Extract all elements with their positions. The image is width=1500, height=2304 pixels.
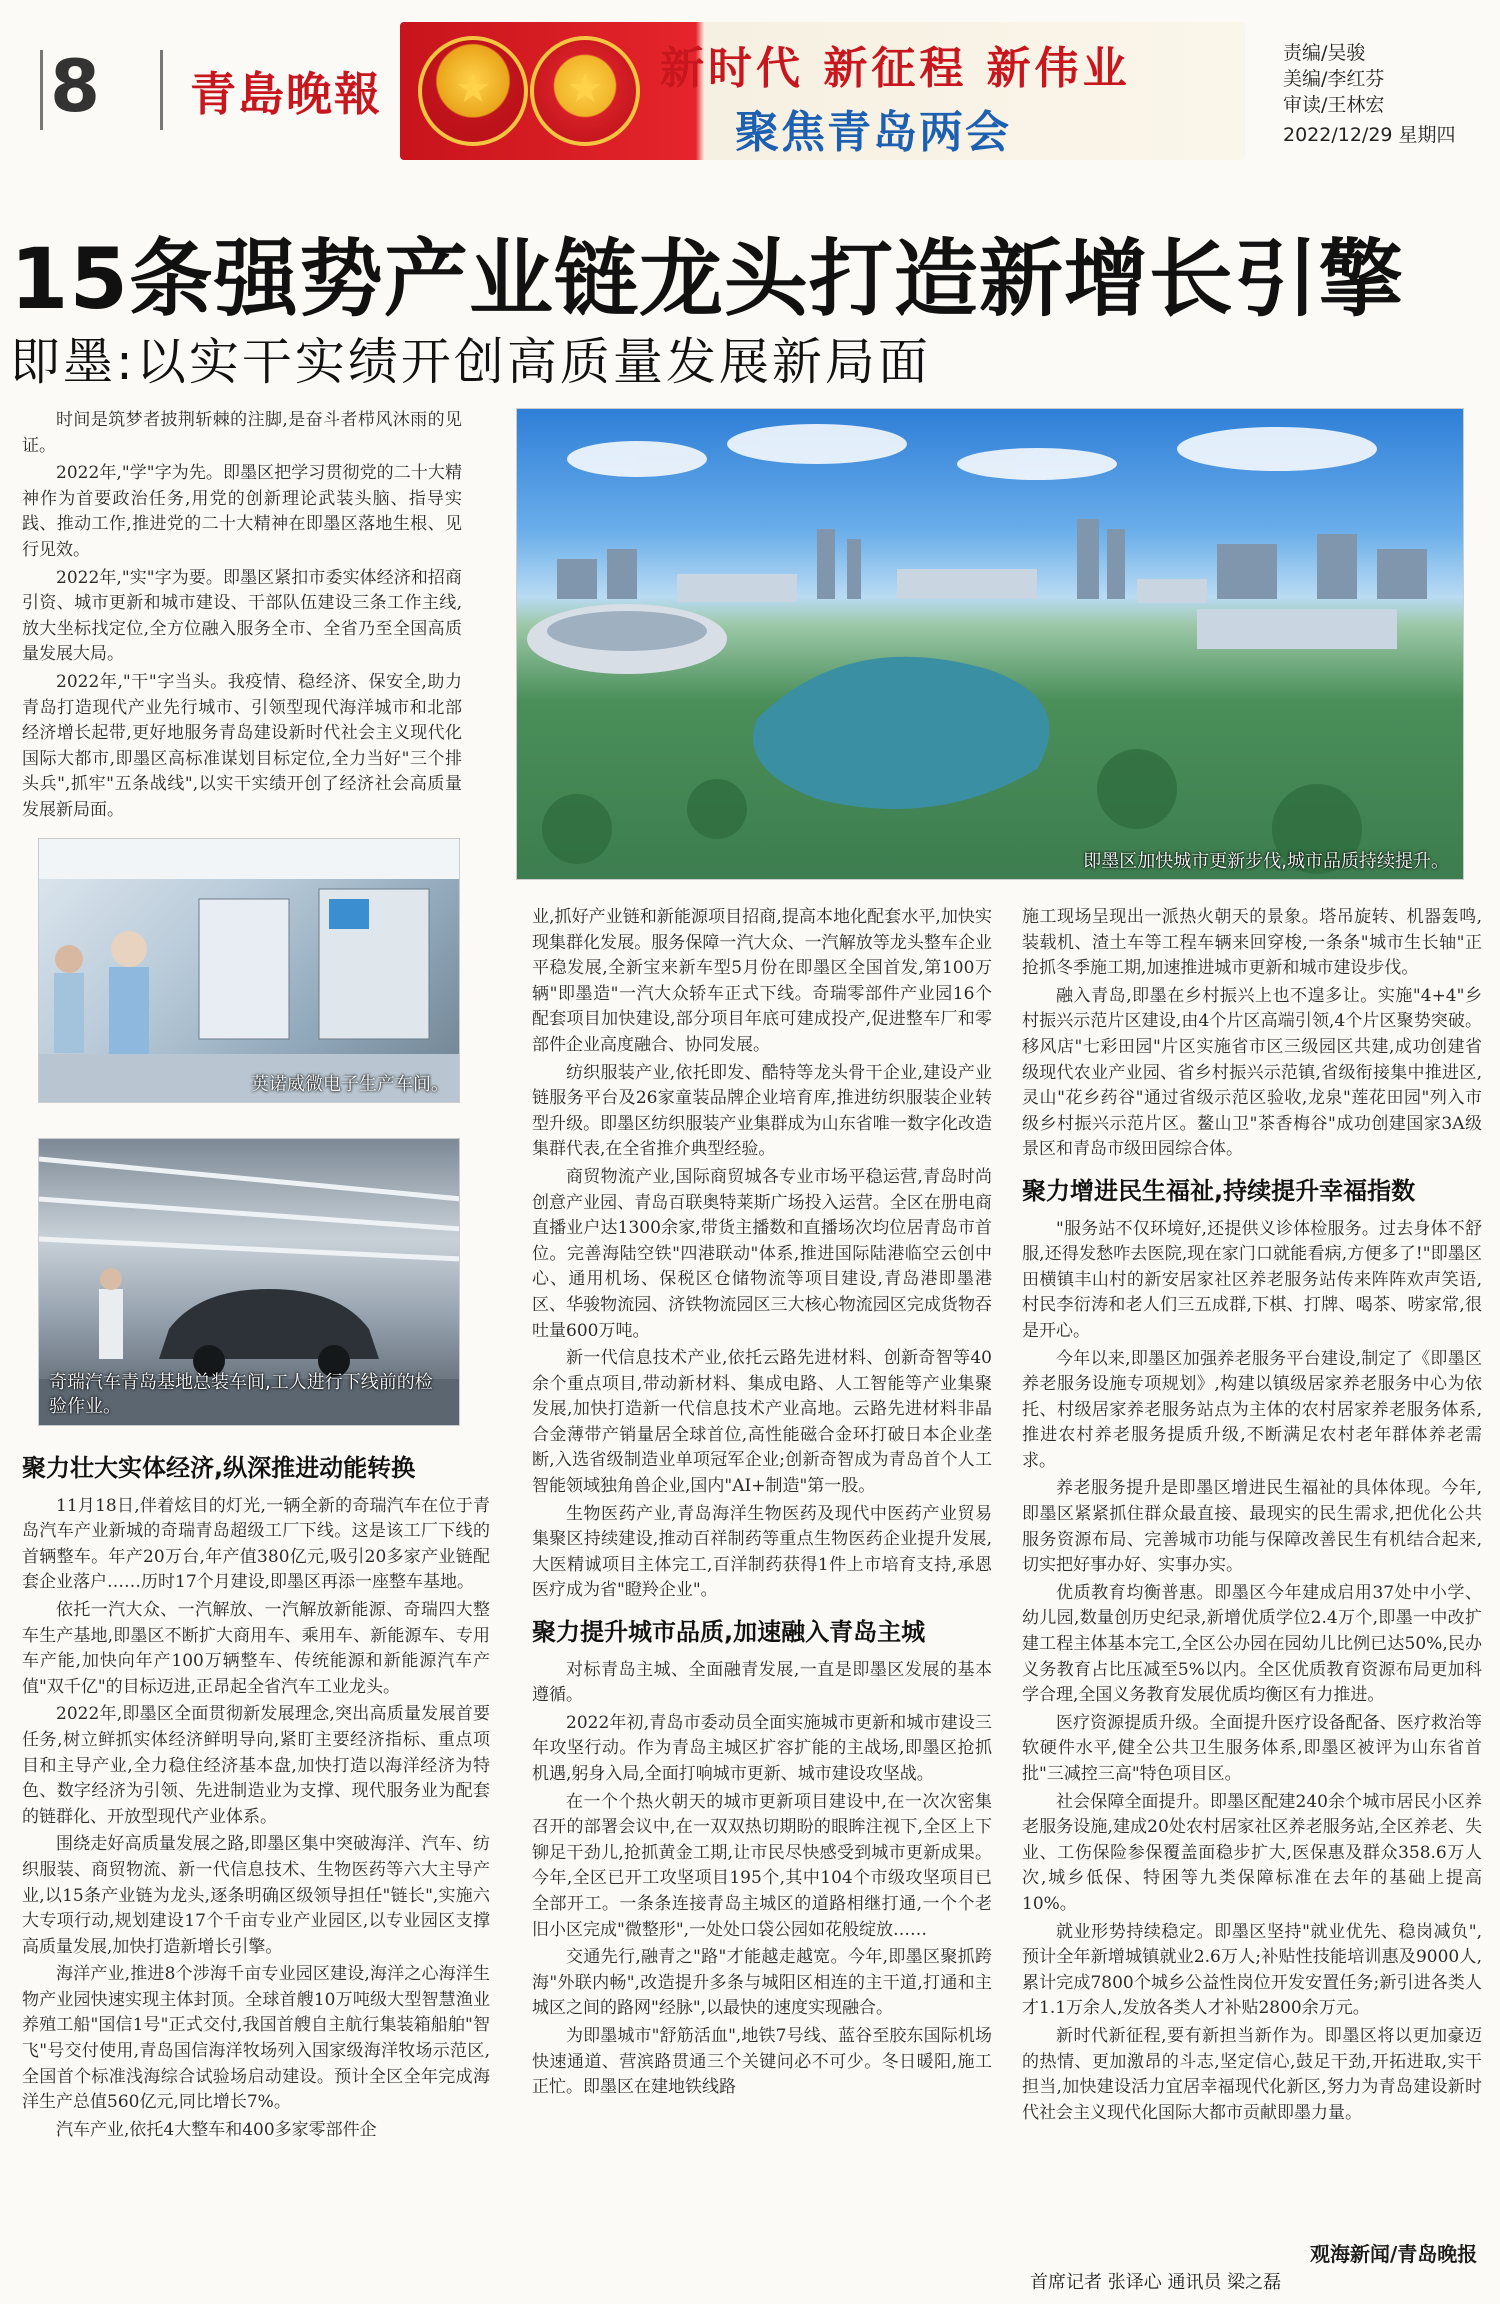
editor-credits xyxy=(1283,40,1384,118)
section-heading: 聚力壮大实体经济,纵深推进动能转换 xyxy=(22,1454,416,1482)
section-heading: 聚力增进民生福祉,持续提升幸福指数 xyxy=(1022,1176,1416,1205)
city-aerial-photo xyxy=(516,408,1464,880)
paragraph: 海洋产业,推进8个涉海千亩专业园区建设,海洋之心海洋生物产业园快速实现主体封顶。全球首艘10万吨级大型智慧渔业养殖工船"国信1号"正式交付,我国首艘自主航行集装箱船舶"智飞"号交付使用,青岛国信海洋牧场列入国家级海洋牧场示范区,全国首个标准浅海综合试验场启动建设。预计全区全年完成海洋生产总值560亿元,同比增长7%。 xyxy=(22,1964,490,2113)
paragraph: 就业形势持续稳定。即墨区坚持"就业优先、稳岗减负",预计全年新增城镇就业2.6万人;补贴性技能培训惠及9000人,累计完成7800个城乡公益性岗位开发安置任务;新引进各类人才1.1万余人,发放各类人才补贴2800余万元。 xyxy=(1022,1921,1482,2019)
star-icon: ★ xyxy=(567,66,603,112)
paragraph: 2022年,"实"字为要。即墨区紧扣市委实体经济和招商引资、城市更新和城市建设、干部队伍建设三条工作主线,放大坐标找定位,全方位融入服务全市、全省乃至全国高质量发展大局。 xyxy=(22,567,462,665)
paragraph: 2022年,"学"字为先。即墨区把学习贯彻党的二十大精神作为首要政治任务,用党的创新理论武装头脑、指导实践、推动工作,推进党的二十大精神在即墨区落地生根、见行见效。 xyxy=(22,463,462,560)
paragraph: 生物医药产业,青岛海洋生物医药及现代中医药产业贸易集聚区持续建设,推动百祥制药等重点生物医药企业提升发展,大医精诚项目主体完工,百洋制药获得1件上市培育支持,承恩医疗成为省"瞪羚企业"。 xyxy=(532,1503,992,1601)
masthead xyxy=(0,0,1500,158)
banner-subslogan: 聚焦青岛两会 xyxy=(735,107,1011,158)
paragraph: 2022年,即墨区全面贯彻新发展理念,突出高质量发展首要任务,树立鲜抓实体经济鲜明导向,紧盯主要经济指标、重点项目和主导产业,全力稳住经济基本盘,加快打造以海洋经济为特色、数字经济为引领、先进制造业为支撑、现代服务业为配套的链群化、开放型现代产业体系。 xyxy=(22,1704,490,1827)
photo-caption: 即墨区加快城市更新步伐,城市品质持续提升。 xyxy=(1083,851,1449,872)
subheadline: 即墨:以实干实绩开创高质量发展新局面 xyxy=(10,333,931,391)
paragraph: 商贸物流产业,国际商贸城各专业市场平稳运营,青岛时尚创意产业园、青岛百联奥特莱斯广场投入运营。全区在册电商直播业户达1300余家,带货主播数和直播场次均位居青岛市首位。完善海陆空铁"四港联动"体系,推进国际陆港临空云创中心、通用机场、保税区仓储物流等项目建设,青岛港即墨港区、华骏物流园、济铁物流园区三大核心物流园区完成货物吞吐量600万吨。 xyxy=(532,1166,992,1341)
photo-caption: 奇瑞汽车青岛基地总装车间,工人进行下线前的检验作业。 xyxy=(49,1372,433,1417)
paragraph: 今年以来,即墨区加强养老服务平台建设,制定了《即墨区养老服务设施专项规划》,构建以镇级居家养老服务中心为依托、村级居家养老服务站点为主体的农村居家养老服务体系,推进农村养老服务提质升级,不断满足农村老年群体养老需求。 xyxy=(1022,1348,1482,1471)
divider xyxy=(160,50,163,130)
photo-caption: 英诺威微电子生产车间。 xyxy=(251,1074,449,1095)
event-banner xyxy=(400,22,1245,160)
issue-date: 2022/12/29 星期四 xyxy=(1283,124,1456,146)
paragraph: "服务站不仅环境好,还提供义诊体检服务。过去身体不舒服,还得发愁咋去医院,现在家门口就能看病,方便多了!"即墨区田横镇丰山村的新安居家社区养老服务站传来阵阵欢声笑语,村民李衍涛和老人们三五成群,下棋、打牌、喝茶、唠家常,很是开心。 xyxy=(1022,1218,1482,1341)
paragraph: 交通先行,融青之"路"才能越走越宽。今年,即墨区聚抓跨海"外联内畅",改造提升多条与城阳区相连的主干道,打通和主城区之间的路网"经脉",以最快的速度实现融合。 xyxy=(532,1947,992,2019)
star-icon: ★ xyxy=(455,66,491,112)
paragraph: 11月18日,伴着炫目的灯光,一辆全新的奇瑞汽车在位于青岛汽车产业新城的奇瑞青岛超级工厂下线。这是该工厂下线的首辆整车。年产20万台,年产值380亿元,吸引20多家产业链配套企业落户……历时17个月建设,即墨区再添一座整车基地。 xyxy=(22,1495,490,1593)
paragraph: 医疗资源提质升级。全面提升医疗设备配备、医疗救治等软硬件水平,健全公共卫生服务体系,即墨区被评为山东省首批"三减控三高"特色项目区。 xyxy=(1022,1712,1482,1784)
paragraph: 2022年,"干"字当头。我疫情、稳经济、保安全,助力青岛打造现代产业先行城市、引领型现代海洋城市和北部经济增长起带,更好地服务青岛建设新时代社会主义现代化国际大都市,即墨区高标准谋划目标定位,全力当好"三个排头兵",抓牢"五条战线",以实干实绩开创了经济社会高质量发展新局面。 xyxy=(22,671,462,820)
paragraph: 为即墨城市"舒筋活血",地铁7号线、蓝谷至胶东国际机场快速通道、营滨路贯通三个关键问必不可少。冬日暖阳,施工正忙。即墨区在建地铁线路 xyxy=(532,2025,992,2098)
credit-line: 美编/李红芬 xyxy=(1283,68,1385,90)
factory-photo-2 xyxy=(38,1138,460,1426)
page-number: 8 xyxy=(50,44,101,128)
paragraph: 对标青岛主城、全面融青发展,一直是即墨区发展的基本遵循。 xyxy=(532,1659,992,1706)
credit-line: 审读/王林宏 xyxy=(1283,94,1385,116)
paragraph: 2022年初,青岛市委动员全面实施城市更新和城市建设三年攻坚行动。作为青岛主城区扩容扩能的主战场,即墨区抢抓机遇,躬身入局,全面打响城市更新、城市建设攻坚战。 xyxy=(532,1712,992,1784)
section-heading: 聚力提升城市品质,加速融入青岛主城 xyxy=(532,1618,926,1647)
paragraph: 养老服务提升是即墨区增进民生福祉的具体体现。今年,即墨区紧紧抓住群众最直接、最现实的民生需求,把优化公共服务资源布局、完善城市功能与保障改善民生有机结合起来,切实把好事办好、实事办实。 xyxy=(1022,1478,1482,1576)
byline-source: 观海新闻/青岛晚报 xyxy=(1310,2242,1478,2266)
paragraph: 时间是筑梦者披荆斩棘的注脚,是奋斗者栉风沐雨的见证。 xyxy=(22,410,462,456)
banner-slogan: 新时代 新征程 新伟业 xyxy=(660,43,1131,94)
paragraph: 优质教育均衡普惠。即墨区今年建成启用37处中小学、幼儿园,数量创历史纪录,新增优质学位2.4万个,即墨一中改扩建工程主体基本完工,全区公办园在园幼儿比例已达50%,民办义务教育占比压减至5%以内。全区优质教育资源布局更加科学合理,全国义务教育发展优质均衡区有力推进。 xyxy=(1022,1582,1482,1706)
paragraph: 新一代信息技术产业,依托云路先进材料、创新奇智等40余个重点项目,带动新材料、集成电路、人工智能等产业集聚发展,加快打造新一代信息技术产业高地。云路先进材料非晶合金薄带产销量居全球首位,高性能磁合金环打破日本企业垄断,入选省级制造业单项冠军企业;创新奇智成为青岛首个人工智能领域独角兽企业,国内"AI+制造"第一股。 xyxy=(532,1348,992,1497)
city-illustration xyxy=(517,409,1464,880)
paragraph: 依托一汽大众、一汽解放、一汽解放新能源、奇瑞四大整车生产基地,即墨区不断扩大商用车、乘用车、新能源车、专用车产能,加快向年产100万辆整车、传统能源和新能源汽车产值"双千亿"的目标迈进,正昂起全省汽车工业龙头。 xyxy=(22,1599,490,1697)
right-column xyxy=(1022,905,1482,2235)
paper-logo: 青島晚報 xyxy=(190,67,382,121)
middle-column xyxy=(532,905,992,2295)
paragraph: 围绕走好高质量发展之路,即墨区集中突破海洋、汽车、纺织服装、商贸物流、新一代信息技术、生物医药等六大主导产业,以15条产业链为龙头,逐条明确区级领导担任"链长",实施六大专项行动,规划建设17个千亩专业产业园区,以专业园区支撑高质量发展,加快打造新增长引擎。 xyxy=(22,1834,490,1957)
factory-photo-1 xyxy=(38,838,460,1103)
paragraph: 在一个个热火朝天的城市更新项目建设中,在一次次密集召开的部署会议中,在一双双热切期盼的眼眸注视下,全区上下铆足干劲儿,抢抓黄金工期,让市民尽快感受到城市更新成果。今年,全区已开工攻坚项目195个,其中104个市级攻坚项目已全部开工。一条条连接青岛主城区的道路相继打通,一个个老旧小区完成"微整形",一处处口袋公园如花般绽放…… xyxy=(532,1791,992,1940)
headline: 15条强势产业链龙头打造新增长引擎 xyxy=(10,230,1404,328)
paragraph: 汽车产业,依托4大整车和400多家零部件企 xyxy=(56,2119,377,2140)
credit-line: 责编/吴骏 xyxy=(1283,42,1366,64)
paragraph: 纺织服装产业,依托即发、酷特等龙头骨干企业,建设产业链服务平台及26家童装品牌企业培育库,推进纺织服装企业转型升级。即墨区纺织服装产业集群成为山东省唯一数字化改造集群代表,在全省推介典型经验。 xyxy=(532,1062,992,1160)
section-1 xyxy=(22,1440,490,2290)
byline-reporters: 首席记者 张译心 通讯员 梁之磊 xyxy=(1030,2272,1282,2293)
workshop-illustration xyxy=(39,839,460,1103)
paragraph: 社会保障全面提升。即墨区配建240余个城市居民小区养老服务设施,建成20处农村居家社区养老服务站,全区养老、失业、工伤保险参保覆盖面稳步扩大,医保惠及群众358.6万人次,城乡低保、特困等九类保障标准在去年的基础上提高10%。 xyxy=(1022,1791,1482,1914)
paragraph: 新时代新征程,要有新担当新作为。即墨区将以更加豪迈的热情、更加激昂的斗志,坚定信心,鼓足干劲,开拓进取,实干担当,加快建设活力宜居幸福现代化新区,努力为青岛建设新时代社会主义现代化国际大都市贡献即墨力量。 xyxy=(1022,2025,1482,2123)
paragraph: 融入青岛,即墨在乡村振兴上也不遑多让。实施"4+4"乡村振兴示范片区建设,由4个片区高端引领,4个片区聚势突破。移风店"七彩田园"片区实施省市区三级园区共建,成功创建省级现代农业产业园、省乡村振兴示范镇,省级衔接集中推进区,灵山"花乡药谷"通过省级示范区验收,龙泉"莲花田园"列入市级乡村振兴示范片区。鳌山卫"茶香梅谷"成功创建国家3A级景区和青岛市级田园综合体。 xyxy=(1022,985,1482,1160)
paragraph: 施工现场呈现出一派热火朝天的景象。塔吊旋转、机器轰鸣,装载机、渣土车等工程车辆来回穿梭,一条条"城市生长轴"正抢抓冬季施工期,加速推进城市更新和城市建设步伐。 xyxy=(1022,907,1482,979)
intro-text xyxy=(22,408,462,828)
paragraph: 业,抓好产业链和新能源项目招商,提高本地化配套水平,加快实现集群化发展。服务保障一汽大众、一汽解放等龙头整车企业平稳发展,全新宝来新车型5月份在即墨区全国首发,第100万辆"即墨造"一汽大众轿车正式下线。奇瑞零部件产业园16个配套项目加快建设,部分项目年底可建成投产,促进整车厂和零部件企业高度融合、协同发展。 xyxy=(532,907,992,1055)
divider xyxy=(40,50,43,130)
